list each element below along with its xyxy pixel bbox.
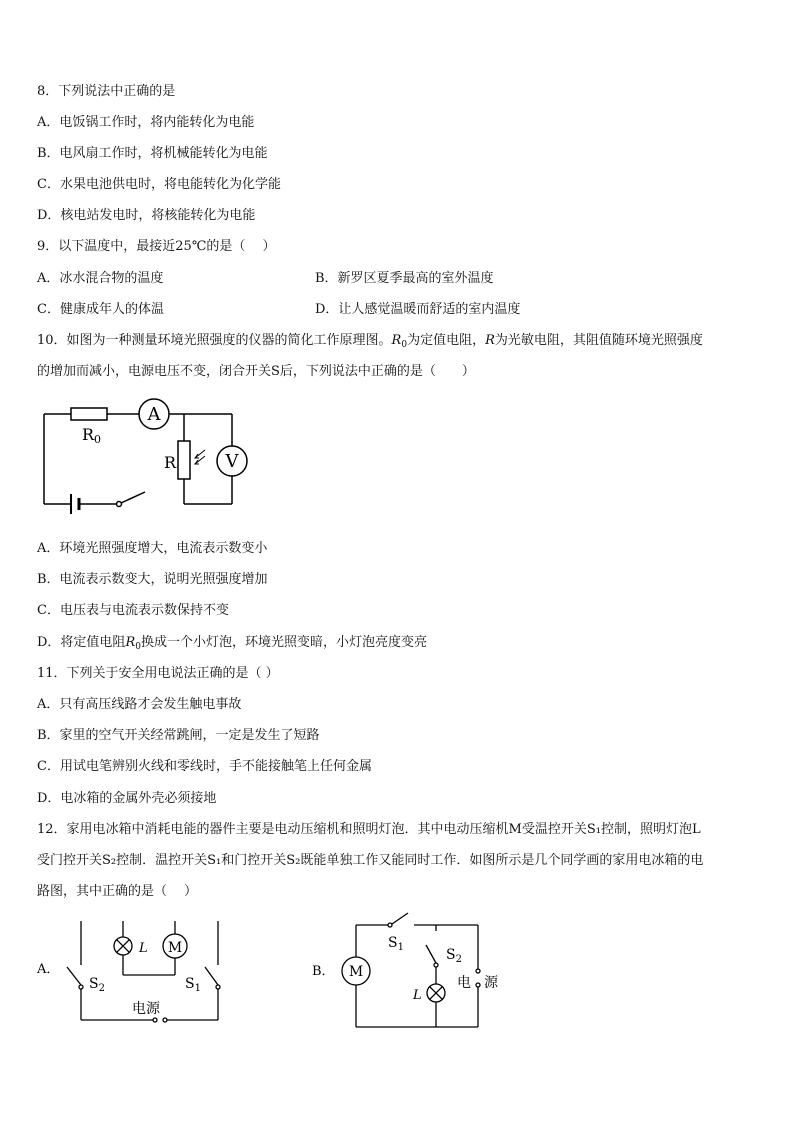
question-10-option-b: B．电流表示数变大，说明光照强度增加	[37, 572, 268, 587]
question-12-stem-line1: 12．家用电冰箱中消耗电能的器件主要是电动压缩机和照明灯泡．其中电动压缩机M受温控开关S₁控制，照明灯泡L	[37, 822, 701, 837]
diagram-a-motor-label: M	[167, 940, 183, 956]
voltmeter-label: V	[225, 451, 239, 472]
question-10-option-d: D．将定值电阻$R_0$换成一个小灯泡，环境光照变暗，小灯泡亮度变亮	[37, 635, 427, 652]
question-11-option-b: B．家里的空气开关经常跳闸，一定是发生了短路	[37, 728, 320, 743]
question-10-option-c: C．电压表与电流表示数保持不变	[37, 603, 229, 618]
diagram-b-power-label-1: 电	[457, 975, 471, 991]
question-10-stem-line1: 10．如图为一种测量环境光照强度的仪器的简化工作原理图。$R_0$为定值电阻，R为光敏电阻，其阻值随环境光照强度	[37, 333, 703, 350]
diagram-b-lamp-label: L	[413, 988, 422, 1003]
question-11-option-c: C．用试电笔辨别火线和零线时，手不能接触笔上任何金属	[37, 759, 372, 774]
question-10-option-a: A．环境光照强度增大，电流表示数变小	[37, 541, 268, 556]
diagram-a-option-label: A．	[37, 962, 60, 977]
ammeter-label: A	[147, 404, 161, 425]
question-9-option-d: D．让人感觉温暖而舒适的室内温度	[315, 302, 521, 317]
question-12-diagram-a	[35, 915, 235, 1030]
diagram-b-s2-label: $S_2$	[446, 947, 462, 965]
question-9-option-c: C．健康成年人的体温	[37, 302, 164, 317]
question-12-stem-line3: 路图，其中正确的是（ ）	[37, 884, 198, 899]
question-9-option-a: A．冰水混合物的温度	[37, 271, 164, 286]
diagram-a-s1-label: $S_1$	[185, 976, 201, 994]
diagram-b-s1-label: $S_1$	[388, 935, 404, 953]
question-8-option-a: A．电饭锅工作时，将内能转化为电能	[37, 115, 255, 130]
diagram-a-lamp-label: L	[139, 941, 148, 956]
question-11-option-a: A．只有高压线路才会发生触电事故	[37, 697, 242, 712]
question-10-circuit-diagram	[38, 398, 258, 528]
question-9-option-b: B．新罗区夏季最高的室外温度	[315, 271, 494, 286]
question-11-stem: 11．下列关于安全用电说法正确的是（ ）	[37, 666, 279, 681]
diagram-b-option-label: B．	[312, 964, 335, 979]
question-12-diagram-b	[312, 905, 512, 1035]
diagram-a-s2-label: $S_2$	[89, 976, 105, 994]
photoresistor-label: R	[164, 453, 177, 472]
question-12-stem-line2: 受门控开关S₂控制．温控开关S₁和门控开关S₂既能单独工作又能同时工作．如图所示是几个同学画的家用电冰箱的电	[37, 853, 704, 868]
question-8-option-c: C．水果电池供电时，将电能转化为化学能	[37, 177, 281, 192]
r0-label: R0	[82, 425, 102, 446]
question-8-option-d: D．核电站发电时，将核能转化为电能	[37, 208, 256, 223]
question-9-stem: 9．以下温度中，最接近25℃的是（ ）	[37, 239, 276, 254]
diagram-b-power-label-2: 源	[484, 975, 498, 991]
question-11-option-d: D．电冰箱的金属外壳必须接地	[37, 791, 217, 806]
question-10-stem-line2: 的增加而减小，电源电压不变，闭合开关S后，下列说法中正确的是（ ）	[37, 364, 475, 379]
diagram-a-power-label: 电源	[132, 1001, 160, 1017]
question-8-stem: 8．下列说法中正确的是	[37, 84, 176, 99]
question-8-option-b: B．电风扇工作时，将机械能转化为电能	[37, 146, 268, 161]
diagram-b-motor-label: M	[348, 964, 364, 980]
